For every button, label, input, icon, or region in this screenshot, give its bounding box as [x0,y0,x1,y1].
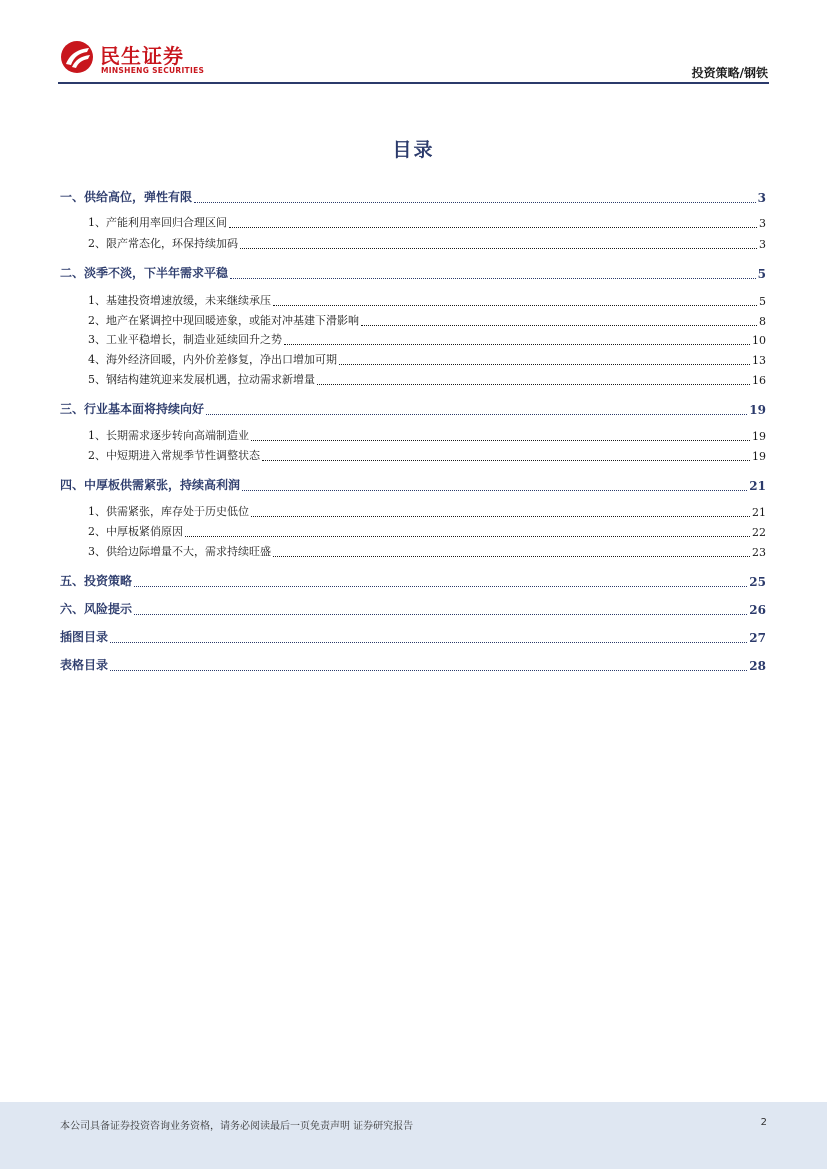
toc-leader-dots [284,337,750,347]
toc-entry-title: 2、中短期进入常规季节性调整状态 [88,449,260,462]
toc-leader-dots [230,271,756,281]
toc-entry-page: 3 [759,238,766,251]
minsheng-logo-icon [60,40,94,74]
toc-entry-page: 19 [752,430,766,443]
toc-leader-dots [361,318,757,328]
toc-entry-title: 4、海外经济回暖，内外价差修复，净出口增加可期 [88,353,337,366]
toc-entry-page: 3 [759,217,766,230]
toc-entry-title: 三、行业基本面将持续向好 [60,402,205,416]
toc-leader-dots [273,549,750,559]
toc-leader-dots [251,433,750,443]
toc-section-entry[interactable] [60,400,766,417]
toc-entry-page: 25 [749,575,766,589]
toc-entry-page: 8 [759,315,766,328]
page-footer [0,1102,827,1169]
toc-subsection-entry[interactable] [88,292,766,308]
toc-entry-page: 16 [752,374,766,387]
toc-leader-dots [262,453,750,463]
toc-section-entry[interactable] [60,572,766,589]
toc-subsection-entry[interactable] [88,235,766,251]
toc-entry-title: 表格目录 [60,658,109,672]
toc-leader-dots [240,241,757,251]
toc-entry-title: 五、投资策略 [60,574,133,588]
page-header [0,0,827,82]
toc-entry-page: 19 [749,403,766,417]
toc-subsection-entry[interactable] [88,371,766,387]
toc-entry-page: 21 [749,479,766,493]
toc-section-entry[interactable] [60,600,766,617]
toc-section-entry[interactable] [60,188,766,205]
toc-leader-dots [110,663,747,673]
toc-subsection-entry[interactable] [88,331,766,347]
toc-entry-page: 23 [752,546,766,559]
toc-leader-dots [194,195,756,205]
toc-entry-page: 21 [752,506,766,519]
toc-subsection-entry[interactable] [88,312,766,328]
toc-entry-title: 插图目录 [60,630,109,644]
toc-leader-dots [242,483,747,493]
toc-leader-dots [317,377,750,387]
brand-name-en: MINSHENG SECURITIES [101,66,205,75]
toc-leader-dots [251,509,750,519]
toc-subsection-entry[interactable] [88,427,766,443]
toc-entry-page: 13 [752,354,766,367]
toc-entry-page: 19 [752,450,766,463]
toc-entry-page: 5 [759,295,766,308]
toc-entry-title: 2、限产常态化，环保持续加码 [88,237,238,250]
toc-entry-title: 1、供需紧张，库存处于历史低位 [88,505,249,518]
toc-entry-page: 26 [749,603,766,617]
toc-entry-title: 3、供给边际增量不大，需求持续旺盛 [88,545,271,558]
header-divider [58,82,769,84]
toc-entry-page: 10 [752,334,766,347]
toc-section-entry[interactable] [60,656,766,673]
toc-title: 目录 [392,139,435,161]
toc-subsection-entry[interactable] [88,543,766,559]
footer-disclaimer: 本公司具备证券投资咨询业务资格，请务必阅读最后一页免责声明 证券研究报告 [60,1121,414,1132]
toc-entry-title: 二、淡季不淡，下半年需求平稳 [60,266,229,280]
toc-section-entry[interactable] [60,264,766,281]
toc-subsection-entry[interactable] [88,447,766,463]
toc-entry-title: 六、风险提示 [60,602,133,616]
toc-section-entry[interactable] [60,628,766,645]
toc-subsection-entry[interactable] [88,351,766,367]
toc-leader-dots [206,407,747,417]
toc-leader-dots [134,607,747,617]
toc-entry-page: 5 [757,267,766,281]
toc-leader-dots [185,529,750,539]
document-category: 投资策略/钢铁 [691,66,768,80]
toc-leader-dots [229,220,757,230]
toc-subsection-entry[interactable] [88,503,766,519]
toc-section-entry[interactable] [60,476,766,493]
toc-entry-title: 5、钢结构建筑迎来发展机遇，拉动需求新增量 [88,373,315,386]
page-number: 2 [760,1117,767,1128]
toc-entry-page: 3 [757,191,766,205]
toc-entry-page: 22 [752,526,766,539]
toc-entry-title: 1、长期需求逐步转向高端制造业 [88,429,249,442]
toc-leader-dots [339,357,750,367]
toc-entry-title: 1、产能利用率回归合理区间 [88,216,227,229]
toc-leader-dots [134,579,747,589]
toc-entry-title: 1、基建投资增速放缓，未来继续承压 [88,294,271,307]
toc-entry-page: 27 [749,631,766,645]
brand-name-cn: 民生证券 [100,44,184,68]
toc-subsection-entry[interactable] [88,523,766,539]
toc-entry-title: 2、中厚板紧俏原因 [88,525,183,538]
toc-entry-title: 2、地产在紧调控中现回暖迹象，或能对冲基建下滑影响 [88,314,359,327]
toc-leader-dots [110,635,747,645]
toc-leader-dots [273,298,757,308]
toc-entry-title: 3、工业平稳增长，制造业延续回升之势 [88,333,282,346]
toc-entry-title: 一、供给高位，弹性有限 [60,190,193,204]
toc-subsection-entry[interactable] [88,214,766,230]
toc-entry-page: 28 [749,659,766,673]
toc-entry-title: 四、中厚板供需紧张，持续高利润 [60,478,241,492]
